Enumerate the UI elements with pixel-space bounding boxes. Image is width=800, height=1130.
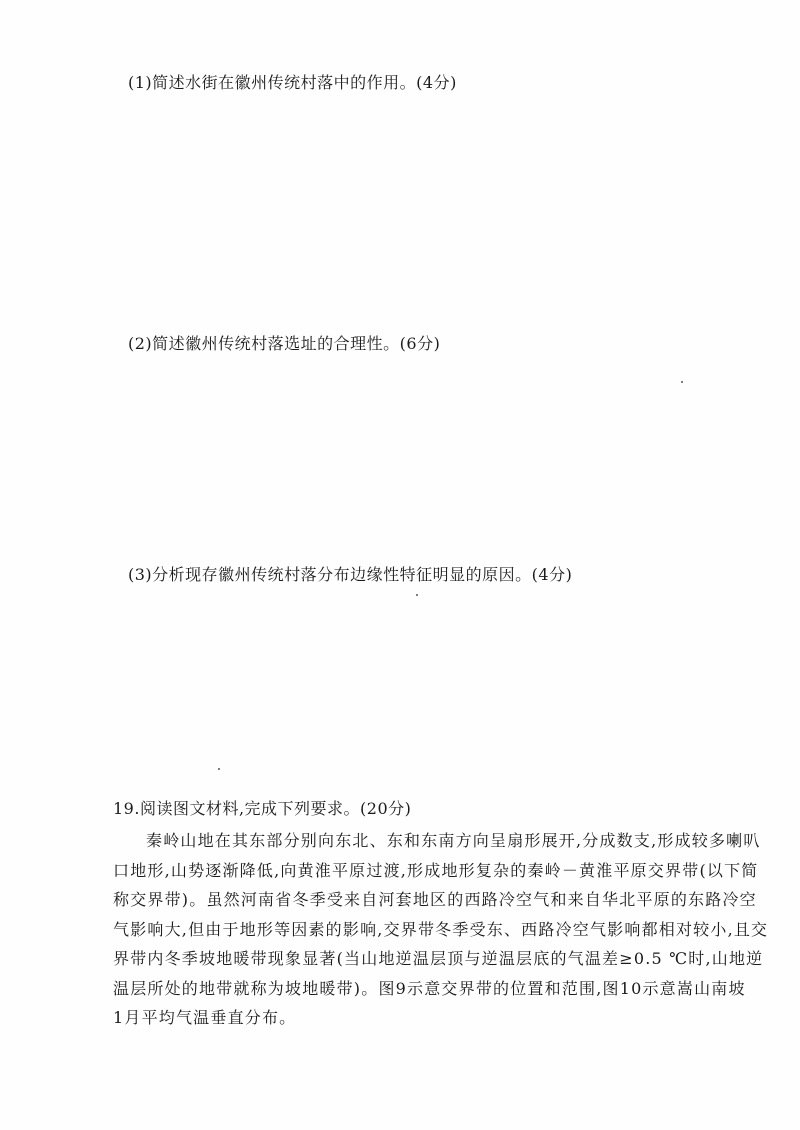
material-line: 称交界带)。虽然河南省冬季受来自河套地区的西路冷空气和来自华北平原的东路冷空 bbox=[113, 890, 757, 909]
material-line: 秦岭山地在其东部分别向东北、东和东南方向呈扇形展开,分成数支,形成较多喇叭 bbox=[146, 831, 761, 850]
material-line: 温层所处的地带就称为坡地暖带)。图9示意交界带的位置和范围,图10示意嵩山南坡 bbox=[113, 978, 746, 998]
scan-speck bbox=[218, 768, 220, 770]
question-1-prompt: (1)简述水街在徽州传统村落中的作用。(4分) bbox=[128, 73, 457, 92]
material-line: 口地形,山势逐渐降低,向黄淮平原过渡,形成地形复杂的秦岭－黄淮平原交界带(以下简 bbox=[113, 860, 759, 880]
scan-speck bbox=[416, 594, 418, 596]
question-3-prompt: (3)分析现存徽州传统村落分布边缘性特征明显的原因。(4分) bbox=[128, 565, 573, 584]
question-19-material bbox=[113, 826, 769, 1033]
material-line: 界带内冬季坡地暖带现象显著(当山地逆温层顶与逆温层底的气温差≥0.5 ℃时,山地逆 bbox=[113, 949, 764, 968]
question-19-heading: 19.阅读图文材料,完成下列要求。(20分) bbox=[113, 799, 412, 818]
material-line: 气影响大,但由于地形等因素的影响,交界带冬季受东、西路冷空气影响都相对较小,且交 bbox=[113, 919, 769, 939]
material-line: 1月平均气温垂直分布。 bbox=[113, 1008, 297, 1027]
scan-speck bbox=[681, 381, 683, 383]
question-2-prompt: (2)简述徽州传统村落选址的合理性。(6分) bbox=[128, 334, 441, 353]
